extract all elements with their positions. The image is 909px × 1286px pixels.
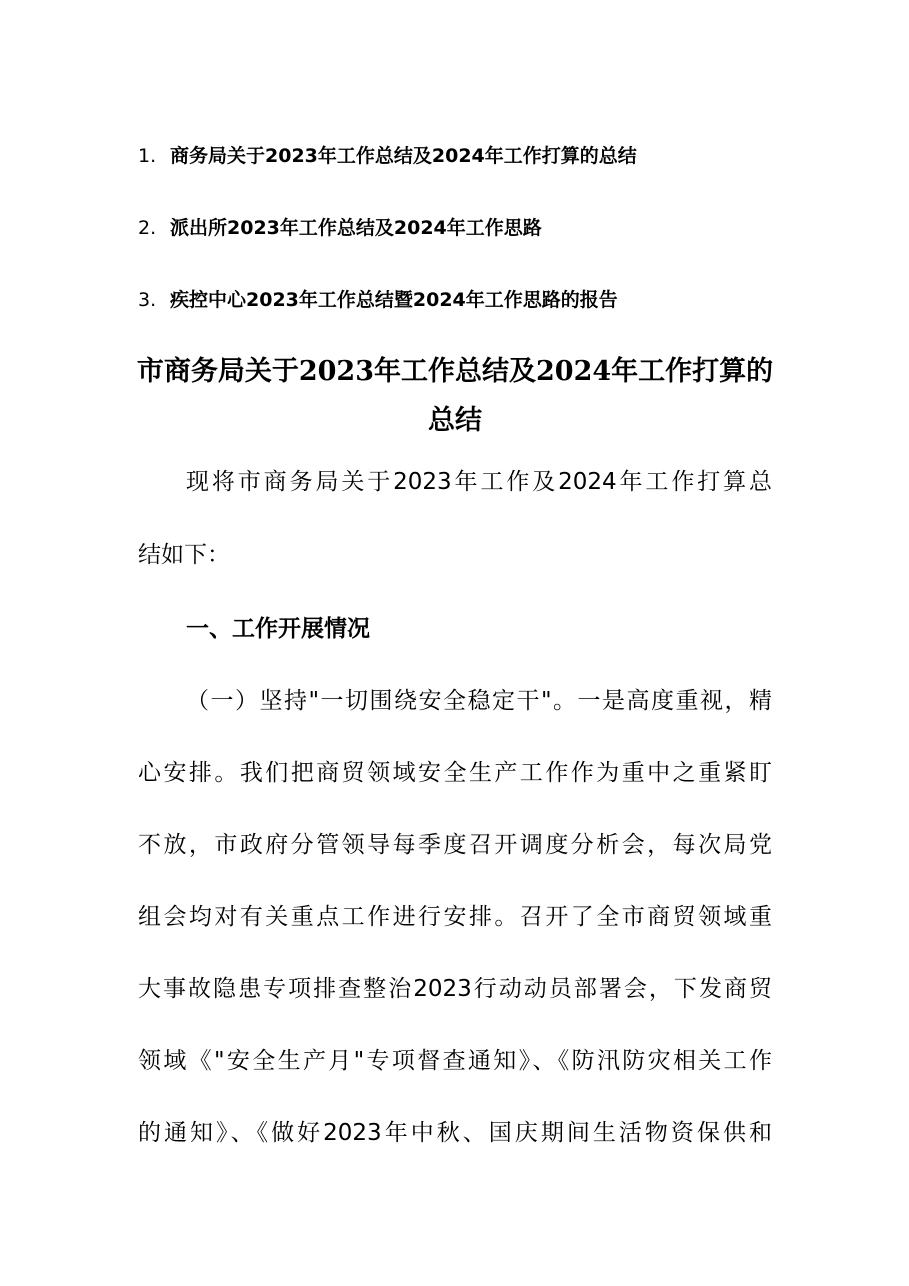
toc-item-number: 2.	[138, 217, 157, 239]
paragraph-line-4: 组会均对有关重点工作进行安排。召开了全市商贸领域重	[138, 904, 772, 930]
toc-item-text: 商务局关于2023年工作总结及2024年工作打算的总结	[170, 145, 637, 167]
toc-item-2[interactable]	[138, 216, 818, 240]
toc-item-text: 疾控中心2023年工作总结暨2024年工作思路的报告	[170, 289, 618, 311]
paragraph-line-1: （一）坚持"一切围绕安全稳定干"。一是高度重视，精	[186, 688, 772, 714]
toc-item-number: 1.	[138, 145, 157, 167]
section-heading: 一、工作开展情况	[186, 616, 370, 642]
paragraph-line-7: 的通知》、《做好2023年中秋、国庆期间生活物资保供和	[138, 1120, 772, 1146]
toc-item-1[interactable]	[138, 144, 818, 168]
toc-item-text: 派出所2023年工作总结及2024年工作思路	[170, 217, 542, 239]
intro-line-1: 现将市商务局关于2023年工作及2024年工作打算总	[186, 469, 772, 495]
paragraph-line-2: 心安排。我们把商贸领域安全生产工作作为重中之重紧盯	[138, 760, 772, 786]
toc-item-number: 3.	[138, 289, 157, 311]
toc-item-3[interactable]	[138, 288, 818, 312]
paragraph-line-3: 不放，市政府分管领导每季度召开调度分析会，每次局党	[138, 832, 772, 858]
paragraph-line-6: 领域《"安全生产月"专项督查通知》、《防汛防灾相关工作	[138, 1048, 772, 1074]
intro-line-2: 结如下：	[138, 542, 230, 568]
document-title-line-1: 市商务局关于2023年工作总结及2024年工作打算的	[136, 356, 774, 387]
document-title-line-2: 总结	[428, 405, 482, 436]
paragraph-line-5: 大事故隐患专项排查整治2023行动动员部署会，下发商贸	[138, 976, 772, 1002]
